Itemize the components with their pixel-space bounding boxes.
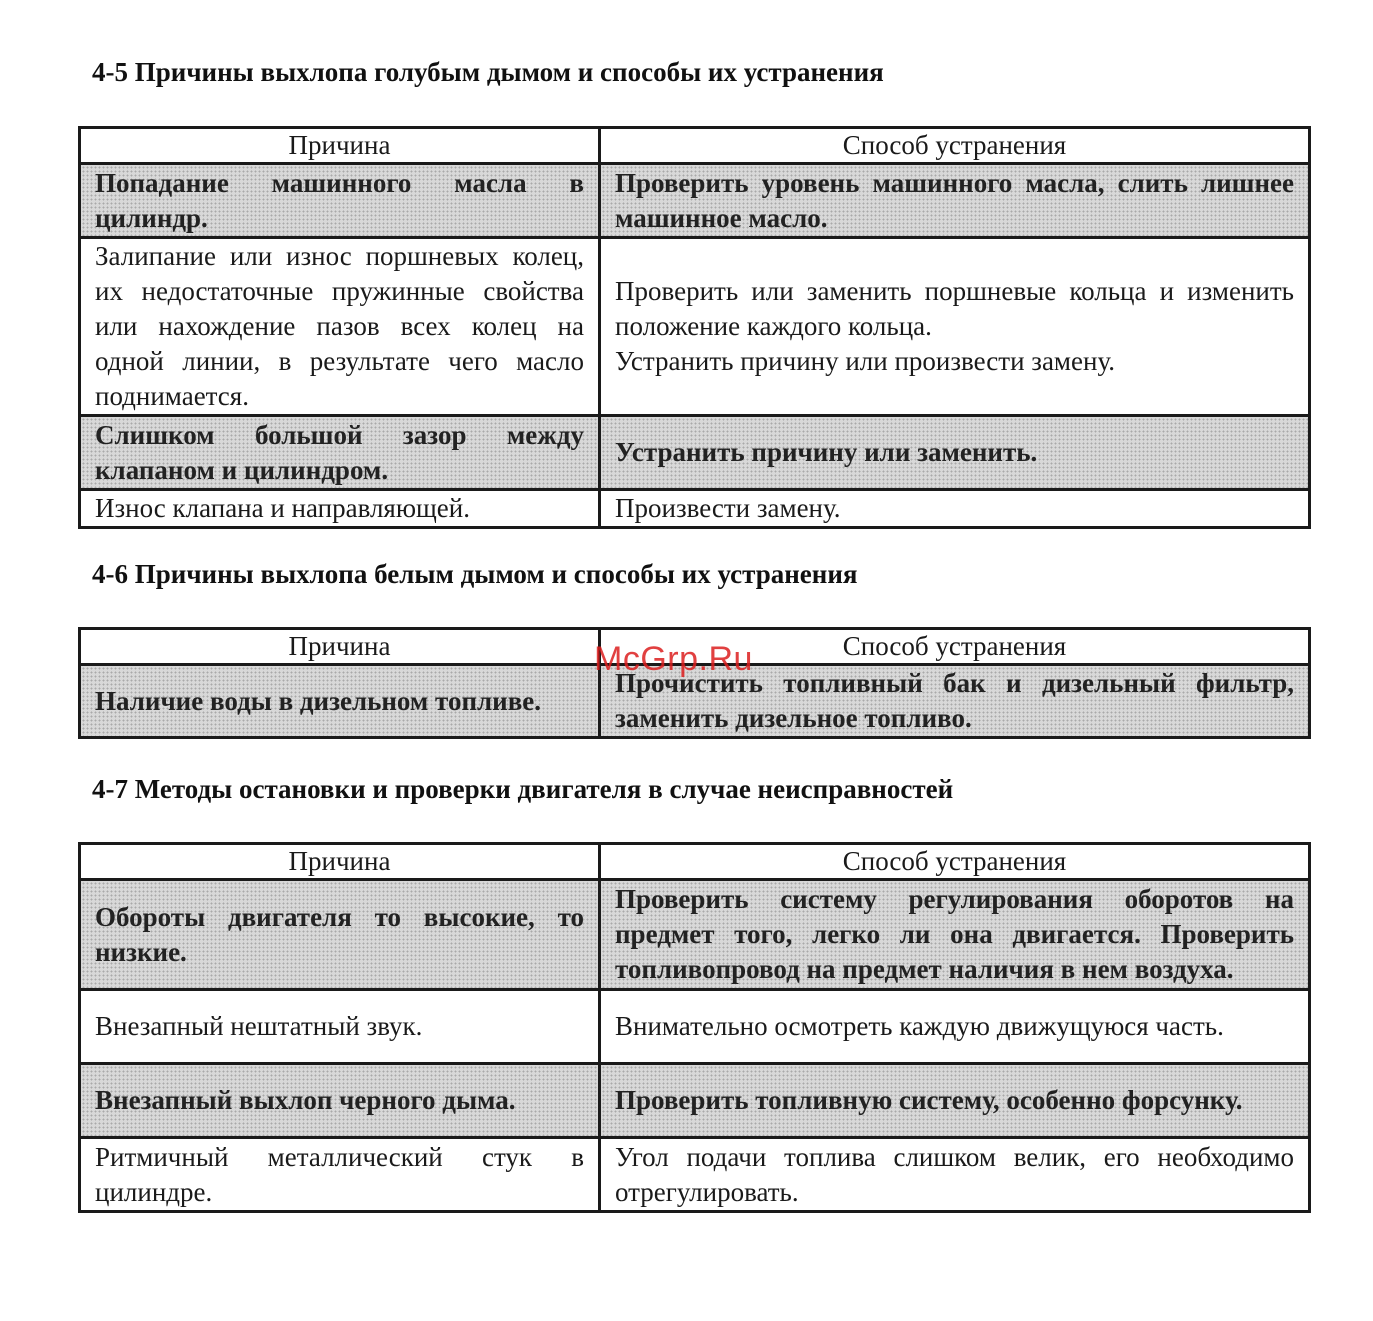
remedy-cell: Произвести замену. — [600, 490, 1310, 528]
remedy-cell: Внимательно осмотреть каждую движущуюся часть. — [600, 990, 1310, 1064]
remedy-cell — [600, 238, 1310, 416]
section-4-7-title: 4-7 Методы остановки и проверки двигателя в случае неисправностей — [92, 774, 954, 804]
column-header-remedy: Способ устранения — [600, 128, 1310, 164]
table-row — [80, 1138, 1310, 1212]
blue-smoke-table — [78, 126, 1311, 529]
remedy-cell: Проверить уровень машинного масла, слить лишнее машинное масло. — [600, 164, 1310, 238]
cause-cell: Внезапный выхлоп черного дыма. — [80, 1064, 600, 1138]
engine-faults-table — [78, 842, 1311, 1213]
column-header-cause: Причина — [80, 128, 600, 164]
column-header-cause: Причина — [80, 629, 600, 665]
cause-cell: Слишком большой зазор между клапаном и цилиндром. — [80, 416, 600, 490]
column-header-remedy: Способ устранения — [600, 629, 1310, 665]
cause-cell: Внезапный нештатный звук. — [80, 990, 600, 1064]
table-header-row — [80, 128, 1310, 164]
column-header-cause: Причина — [80, 844, 600, 880]
section-4-5-title: 4-5 Причины выхлопа голубым дымом и способы их устранения — [92, 57, 884, 87]
remedy-cell: Устранить причину или заменить. — [600, 416, 1310, 490]
table-header-row — [80, 844, 1310, 880]
table-row — [80, 490, 1310, 528]
table-row — [80, 880, 1310, 990]
cause-cell: Обороты двигателя то высокие, то низкие. — [80, 880, 600, 990]
table-row — [80, 416, 1310, 490]
remedy-cell: Проверить систему регулирования оборотов на предмет того, легко ли она двигается. Проверить топливопровод на предмет наличия в нем воздуха. — [600, 880, 1310, 990]
remedy-line: Проверить или заменить поршневые кольца и изменить положение каждого кольца. — [615, 276, 1294, 341]
section-4-6-title: 4-6 Причины выхлопа белым дымом и способы их устранения — [92, 559, 858, 589]
table-row — [80, 990, 1310, 1064]
cause-cell: Износ клапана и направляющей. — [80, 490, 600, 528]
cause-cell: Наличие воды в дизельном топливе. — [80, 665, 600, 738]
table-row — [80, 164, 1310, 238]
column-header-remedy: Способ устранения — [600, 844, 1310, 880]
cause-cell: Залипание или износ поршневых колец, их недостаточные пружинные свойства или нахождение пазов всех колец на одной линии, в результате чего масло поднимается. — [80, 238, 600, 416]
remedy-cell: Прочистить топливный бак и дизельный фильтр, заменить дизельное топливо. — [600, 665, 1310, 738]
remedy-cell: Проверить топливную систему, особенно форсунку. — [600, 1064, 1310, 1138]
watermark: McGrp.Ru — [594, 640, 753, 678]
remedy-cell: Угол подачи топлива слишком велик, его необходимо отрегулировать. — [600, 1138, 1310, 1212]
remedy-line: Устранить причину или произвести замену. — [615, 346, 1115, 376]
cause-cell: Попадание машинного масла в цилиндр. — [80, 164, 600, 238]
table-row — [80, 238, 1310, 416]
cause-cell: Ритмичный металлический стук в цилиндре. — [80, 1138, 600, 1212]
table-row — [80, 1064, 1310, 1138]
